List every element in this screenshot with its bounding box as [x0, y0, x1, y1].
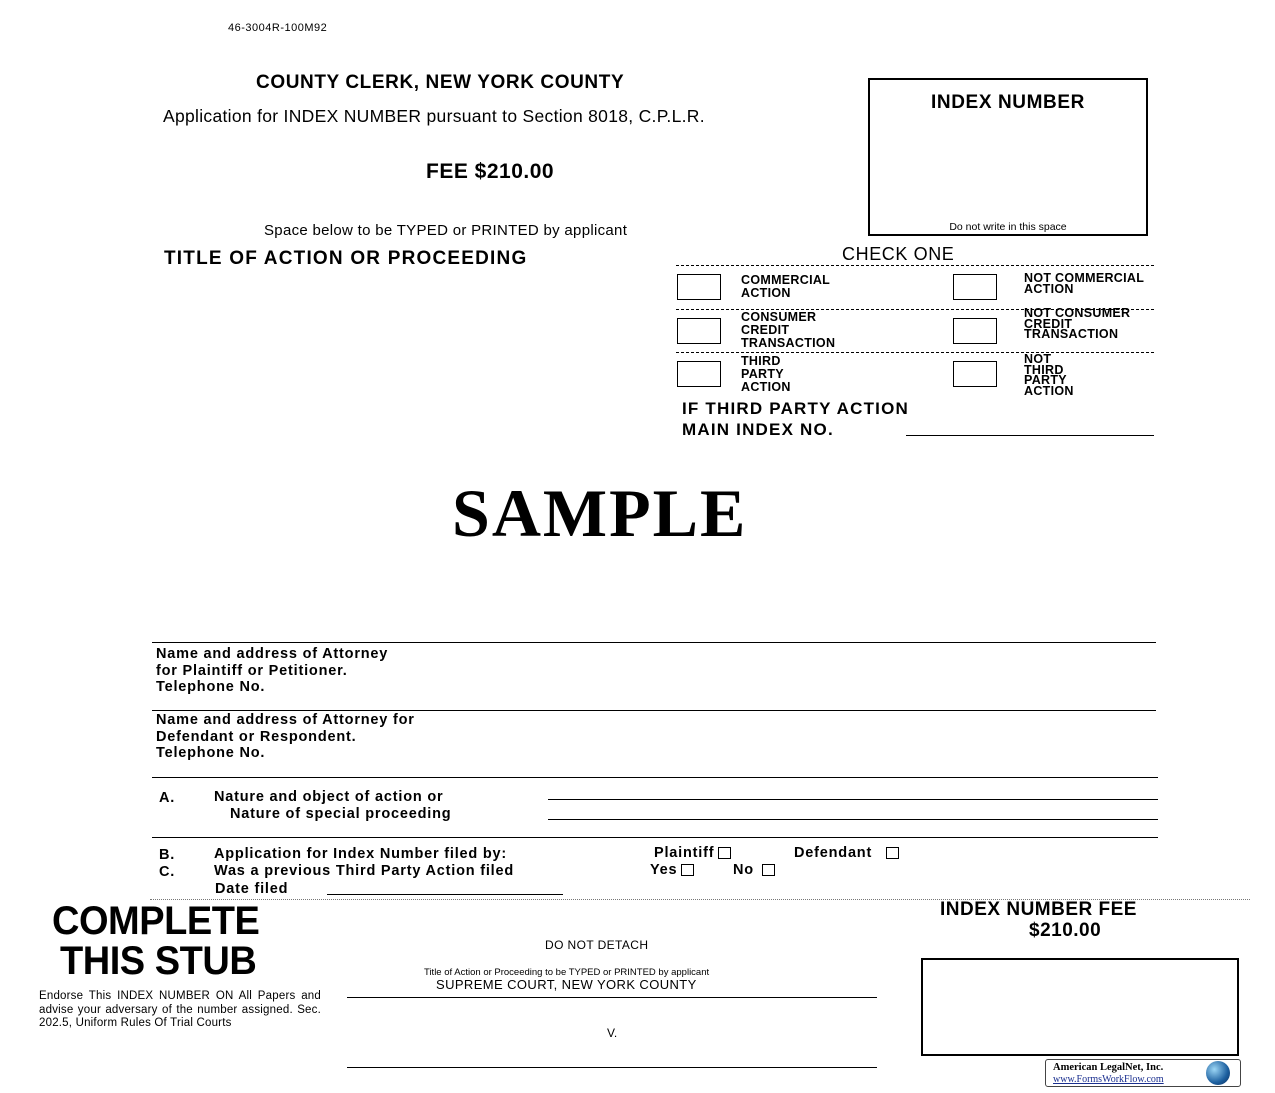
- third-party-main-label: IF THIRD PARTY ACTION: [682, 399, 909, 418]
- index-number-box[interactable]: [868, 78, 1148, 236]
- no-option-label: No: [733, 862, 754, 878]
- nature-of-proceeding-field[interactable]: [548, 819, 1158, 820]
- defendant-checkbox[interactable]: [886, 847, 899, 859]
- previous-third-party-label: Was a previous Third Party Action filed: [214, 863, 515, 879]
- not-consumer-credit-label: NOT CONSUMER CREDIT TRANSACTION: [1024, 306, 1131, 341]
- supreme-court-label: SUPREME COURT, NEW YORK COUNTY: [436, 977, 697, 992]
- index-fee-title: INDEX NUMBER FEE: [940, 899, 1137, 920]
- check-one-heading: CHECK ONE: [842, 244, 955, 264]
- not-third-party-label: NOT THIRD PARTY ACTION: [1024, 352, 1074, 398]
- divider: [152, 642, 1156, 643]
- county-clerk-title: COUNTY CLERK, NEW YORK COUNTY: [256, 72, 625, 93]
- section-c-letter: C.: [159, 864, 176, 880]
- globe-icon: [1206, 1061, 1230, 1085]
- typed-note: Space below to be TYPED or PRINTED by applicant: [264, 222, 628, 239]
- complete-stub-line2: THIS STUB: [60, 939, 257, 983]
- not-commercial-action-label: NOT COMMERCIAL ACTION: [1024, 271, 1144, 296]
- commercial-action-checkbox[interactable]: [677, 274, 721, 300]
- defendant-attorney-label: Name and address of Attorney for Defendant or Respondent. Telephone No.: [156, 712, 415, 761]
- logo-url: www.FormsWorkFlow.com: [1053, 1074, 1164, 1085]
- plaintiff-option[interactable]: [654, 845, 731, 862]
- defendant-option[interactable]: [794, 845, 899, 862]
- not-third-party-checkbox[interactable]: [953, 361, 997, 387]
- divider: [676, 265, 1154, 266]
- versus-label: V.: [607, 1026, 618, 1040]
- date-filed-label: Date filed: [215, 881, 289, 897]
- third-party-checkbox[interactable]: [677, 361, 721, 387]
- third-party-label: THIRD PARTY ACTION: [741, 354, 791, 394]
- title-of-action-label: TITLE OF ACTION OR PROCEEDING: [164, 248, 528, 269]
- stub-defendant-line[interactable]: [347, 1067, 877, 1068]
- stub-plaintiff-line[interactable]: [347, 997, 877, 998]
- american-legalnet-logo: [1045, 1059, 1241, 1087]
- main-index-no-field[interactable]: [906, 435, 1154, 436]
- endorse-note: Endorse This INDEX NUMBER ON All Papers and advise your adversary of the number assigned. Sec. 202.5, Uniform Rules Of Trial Courts: [39, 990, 321, 1029]
- commercial-action-label: COMMERCIAL ACTION: [741, 273, 830, 300]
- section-b-letter: B.: [159, 847, 176, 863]
- consumer-credit-label: CONSUMER CREDIT TRANSACTION: [741, 310, 836, 350]
- plaintiff-attorney-label: Name and address of Attorney for Plaintiff or Petitioner. Telephone No.: [156, 646, 389, 695]
- divider: [152, 777, 1158, 778]
- no-checkbox[interactable]: [762, 864, 775, 876]
- main-index-no-label: MAIN INDEX NO.: [682, 420, 834, 439]
- fee-label: FEE $210.00: [426, 160, 555, 183]
- application-text: Application for INDEX NUMBER pursuant to Section 8018, C.P.L.R.: [163, 106, 705, 126]
- defendant-option-label: Defendant: [794, 845, 873, 861]
- sample-watermark: SAMPLE: [452, 475, 748, 551]
- index-number-title: INDEX NUMBER: [931, 92, 1085, 113]
- not-consumer-credit-checkbox[interactable]: [953, 318, 997, 344]
- nature-of-action-label: Nature and object of action or: [214, 789, 444, 805]
- yes-option[interactable]: [650, 862, 694, 879]
- divider: [676, 352, 1154, 353]
- stub-typed-note: Title of Action or Proceeding to be TYPED or PRINTED by applicant: [424, 967, 710, 978]
- nature-of-action-field[interactable]: [548, 799, 1158, 800]
- do-not-detach: DO NOT DETACH: [545, 938, 649, 952]
- stub-index-number-box[interactable]: [921, 958, 1239, 1056]
- not-commercial-action-checkbox[interactable]: [953, 274, 997, 300]
- section-a-letter: A.: [159, 790, 176, 806]
- logo-company: American LegalNet, Inc.: [1053, 1062, 1164, 1073]
- divider: [152, 710, 1156, 711]
- plaintiff-option-label: Plaintiff: [654, 845, 715, 861]
- no-option[interactable]: [733, 862, 775, 879]
- form-code: 46-3004R-100M92: [228, 22, 328, 34]
- plaintiff-checkbox[interactable]: [718, 847, 731, 859]
- do-not-write-note: Do not write in this space: [949, 221, 1067, 233]
- divider: [152, 837, 1158, 838]
- yes-checkbox[interactable]: [681, 864, 694, 876]
- date-filed-field[interactable]: [327, 894, 563, 895]
- consumer-credit-checkbox[interactable]: [677, 318, 721, 344]
- filed-by-label: Application for Index Number filed by:: [214, 846, 508, 862]
- complete-stub-line1: COMPLETE: [52, 899, 260, 943]
- yes-option-label: Yes: [650, 862, 678, 878]
- nature-of-proceeding-label: Nature of special proceeding: [230, 806, 452, 822]
- index-fee-amount: $210.00: [1029, 920, 1102, 941]
